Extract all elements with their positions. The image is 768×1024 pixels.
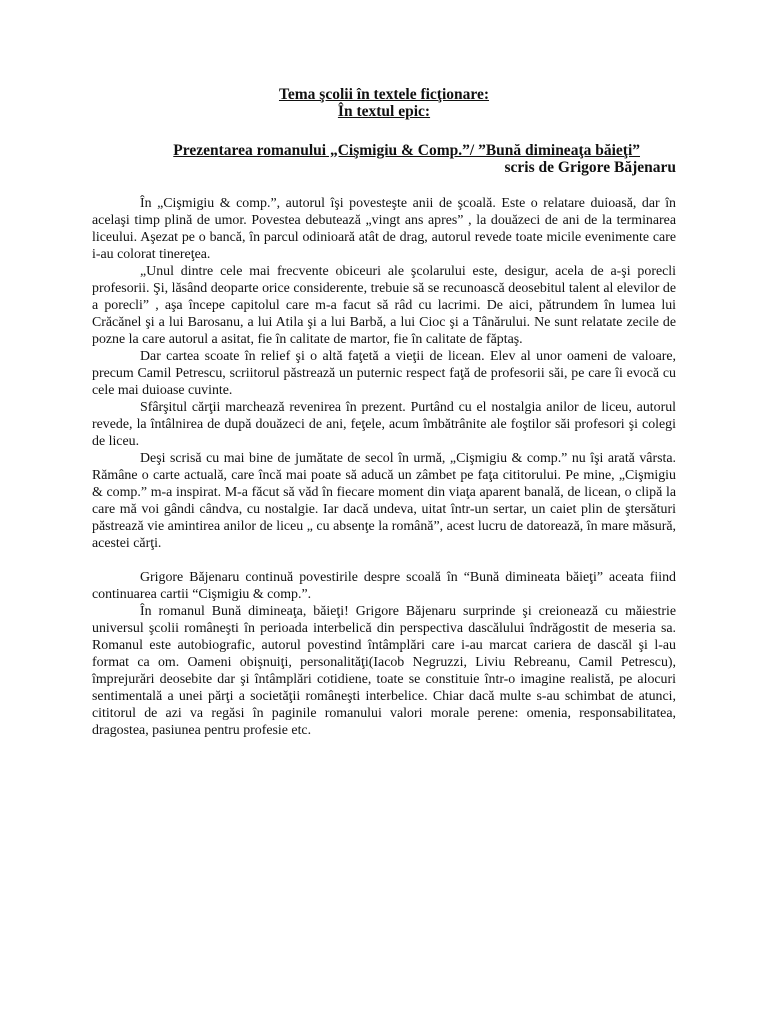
document-body xyxy=(92,195,676,739)
heading-line-1: Tema şcolii în textele ficţionare: xyxy=(278,86,490,103)
paragraph: „Unul dintre cele mai frecvente obiceuri ale şcolarului este, desigur, acela de a-şi porecli profesorii. Şi, lăsând deoparte orice considerente, trebuie să se recunoască deosebitul talent al elevilor de a porecli” , aşa începe capitolul care m-a facut să râd cu lacrimi. De aici, pătrundem în lumea lui Crăcănel şi a lui Barosanu, a lui Atila şi a lui Barbă, a lui Cioc şi a Tânărului. Ne sunt relatate zecile de pozne la care autorul a asitat, fie în calitate de martor, fie în calitate de făptaş. xyxy=(92,264,676,347)
paragraph: În romanul Bună dimineaţa, băieţi! Grigore Băjenaru surprinde şi creionează cu măiestrie universul şcolii româneşti în perioada interbelică din perspectiva dascălului îndrăgostit de meseria sa. Romanul este autobiografic, autorul povestind întâmplări care i-au marcat cariera de dascăl şi l-au format ca om. Oameni obişnuiţi, personalităţi(Iacob Negruzzi, Liviu Rebreanu, Camil Petrescu), împrejurări deosebite dar şi întâmplări cotidiene, toate se constituie într-o imagine realistă, pe alocuri sentimentală a unei părţi a societăţii româneşti interbelice. Chiar dacă multe s-au schimbat de atunci, cititorul de azi va regăsi în paginile romanului valori morale perene: omenia, responsabilitatea, dragostea, pasiunea pentru profesie etc. xyxy=(92,604,676,738)
subtitle-title: Prezentarea romanului „Cişmigiu & Comp.”/ ”Bună dimineaţa băieţi” xyxy=(173,142,640,159)
paragraph: Dar cartea scoate în relief şi o altă faţetă a vieţii de licean. Elev al unor oameni de valoare, precum Camil Petrescu, scriitorul păstrează un puternic respect faţă de profesorii săi, pe care îi evocă cu cele mai duioase cuvinte. xyxy=(92,349,676,398)
heading-line-2: În textul epic: xyxy=(337,103,431,120)
document-page xyxy=(92,86,676,739)
paragraph: În „Cişmigiu & comp.”, autorul îşi povesteşte anii de şcoală. Este o relatare duioasă, dar în acelaşi timp plină de umor. Povestea debutează „vingt ans apres” , la douăzeci de ani de la terminarea liceului. Aşezat pe o bancă, în parcul odinioară atât de drag, autorul revede toate micile evenimente care i-au colorat tinereţea. xyxy=(92,196,676,262)
paragraph: Deşi scrisă cu mai bine de jumătate de secol în urmă, „Cişmigiu & comp.” nu îşi arată vârsta. Rămâne o carte actuală, care încă mai poate să aducă un zâmbet pe faţa cititorului. Pe mine, „Cişmigiu & comp.” m-a inspirat. M-a făcut să văd în fiecare moment din viaţa aparent banală, de licean, o clipă la care mă voi gândi cândva, cu nostalgie. Iar dacă undeva, uitat într-un sertar, un caiet plin de ştersături păstrează vie amintirea anilor de liceu „ cu absenţe la română”, acest lucru de datorează, în mare măsură, acestei cărţi. xyxy=(92,451,676,551)
paragraph: Sfârşitul cărţii marchează revenirea în prezent. Purtând cu el nostalgia anilor de liceu, autorul revede, la întâlnirea de după douăzeci de ani, feţele, acum îmbătrânite ale foştilor săi profesori şi colegi de liceu. xyxy=(92,400,676,449)
paragraph: Grigore Băjenaru continuă povestirile despre scoală în “Bună dimineata băieţi” aceata fiind continuarea cartii “Cişmigiu & comp.”. xyxy=(92,570,676,602)
subtitle-author: scris de Grigore Băjenaru xyxy=(504,159,676,176)
subtitle-block xyxy=(92,142,676,176)
